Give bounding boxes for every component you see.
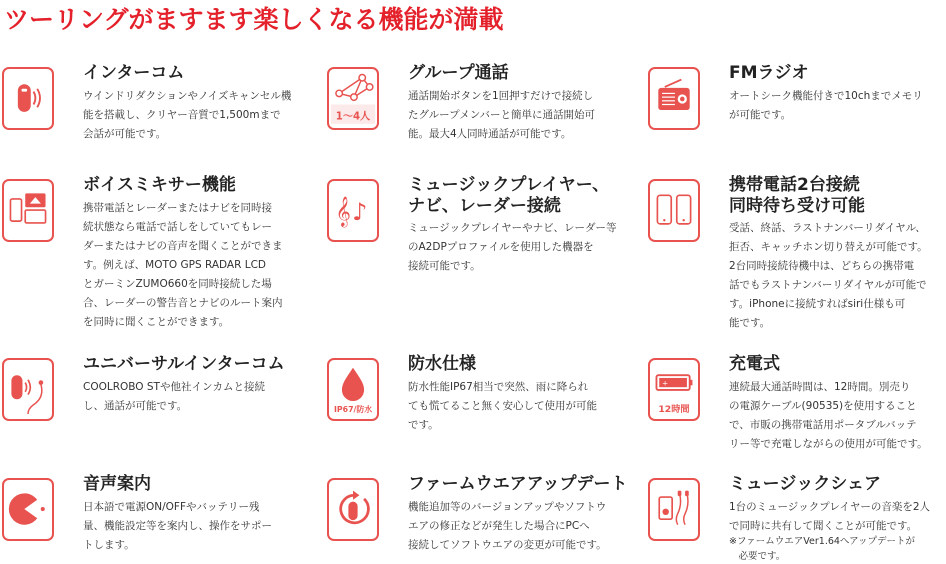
feature-waterproof: [327, 354, 627, 438]
feature-description: 防水性能IP67相当で突然、雨に降られ ても慌てること無く安心して使用が可能 です。: [408, 381, 597, 431]
intercom-speaker-icon: [2, 67, 54, 130]
voice-guide-icon: [2, 478, 54, 541]
feature-title: ファームウエアアップデート: [408, 474, 628, 494]
feature-group-call: [327, 63, 627, 147]
feature-title: グループ通話: [408, 63, 509, 83]
feature-description: オートシーク機能付きで10chまでメモリ が可能です。: [729, 90, 923, 121]
music-share-icon: [648, 478, 700, 541]
feature-description: 受話、終話、ラストナンバーリダイヤル、 拒否、キャッチホン切り替えが可能です。 2台同時接続待機中は、どちらの携帯電 話でもラストナンバーリダイヤルが可能で す。iPhoneに接続すればsiri仕様も可 能です。: [729, 222, 928, 329]
firmware-update-icon: [327, 478, 379, 541]
icon-label: 12時間: [658, 404, 690, 416]
feature-title: 充電式: [729, 354, 780, 374]
feature-description: 機能追加等のバージョンアップやソフトウ エアの修正などが発生した場合にPCへ 接続してソフトウエアの変更が可能です。: [408, 501, 607, 551]
icon-label: IP67/防水: [333, 405, 373, 415]
icon-label: 1〜4人: [335, 111, 371, 123]
water-drop-icon: [327, 358, 379, 421]
feature-description: 連続最大通話時間は、12時間。別売り の電源ケーブル(90535)を使用すること で、市販の携帯電話用ポータブルバッテ リー等で充電しながらの使用が可能です。: [729, 381, 928, 450]
feature-voice-guide: [2, 474, 302, 558]
feature-fm-radio: [648, 63, 946, 147]
feature-voice-mixer: [2, 175, 302, 359]
feature-description: 通話開始ボタンを1回押すだけで接続し たグループメンバーと簡単に通話開始可 能。最大4人同時通話が可能です。: [408, 90, 596, 140]
two-phones-icon: [648, 179, 700, 242]
page-title: ツーリングがますます楽しくなる機能が満載: [4, 5, 504, 34]
feature-universal-intercom: [2, 354, 302, 438]
feature-title: FMラジオ: [729, 63, 809, 83]
feature-description: COOLROBO STや他社インカムと接続 し、通話が可能です。: [83, 381, 265, 412]
universal-intercom-icon: [2, 358, 54, 421]
feature-title: 防水仕様: [408, 354, 476, 374]
battery-icon: [648, 358, 700, 421]
feature-rechargeable: [648, 354, 946, 458]
music-notes-icon: [327, 179, 379, 242]
feature-firmware-update: [327, 474, 628, 558]
group-network-icon: [327, 67, 379, 130]
feature-description: ミュージックプレイヤーやナビ、レーダー等 のA2DPプロファイルを使用した機器を 接続可能です。: [408, 222, 617, 272]
feature-note: ※ファームウエアVer1.64へアップデートが 必要です。: [729, 536, 915, 562]
feature-title: インターコム: [83, 63, 185, 83]
feature-title: 携帯電話2台接続 同時待ち受け可能: [729, 175, 865, 216]
feature-title: 音声案内: [83, 474, 151, 494]
feature-title: ユニバーサルインターコム: [83, 354, 285, 374]
svg-text:𝄞: 𝄞: [335, 197, 351, 228]
devices-icon: [2, 179, 54, 242]
radio-icon: [648, 67, 700, 130]
feature-dual-phone: [648, 175, 946, 359]
feature-description: 日本語で電源ON/OFFやバッテリー残 量、機能設定等を案内し、操作をサポー トします。: [83, 501, 272, 551]
feature-music-share: [648, 474, 946, 562]
feature-description: ウインドリダクションやノイズキャンセル機 能を搭載し、クリヤー音質で1,500mまで 会話が可能です。: [83, 90, 292, 140]
feature-description: 携帯電話とレーダーまたはナビを同時接 続状態なら電話で話しをしていてもレー ダーまたはナビの音声を聞くことができま す。例えば、MOTO GPS RADAR LCD とガーミンZUMO660を同時接続した場 合、レーダーの警告音とナビのルート案内 を同時に聞くことができます。: [83, 202, 283, 328]
feature-title: ボイスミキサー機能: [83, 175, 236, 195]
svg-text:♪: ♪: [352, 198, 368, 227]
feature-title: ミュージックプレイヤー、 ナビ、レーダー接続: [408, 175, 610, 216]
feature-intercom: [2, 63, 302, 147]
feature-title: ミュージックシェア: [729, 474, 881, 494]
feature-music-player: [327, 175, 627, 299]
feature-description: 1台のミュージックプレイヤーの音楽を2人 で同時に共有して聞くことが可能です。: [729, 501, 930, 532]
svg-text:+: +: [662, 378, 669, 388]
